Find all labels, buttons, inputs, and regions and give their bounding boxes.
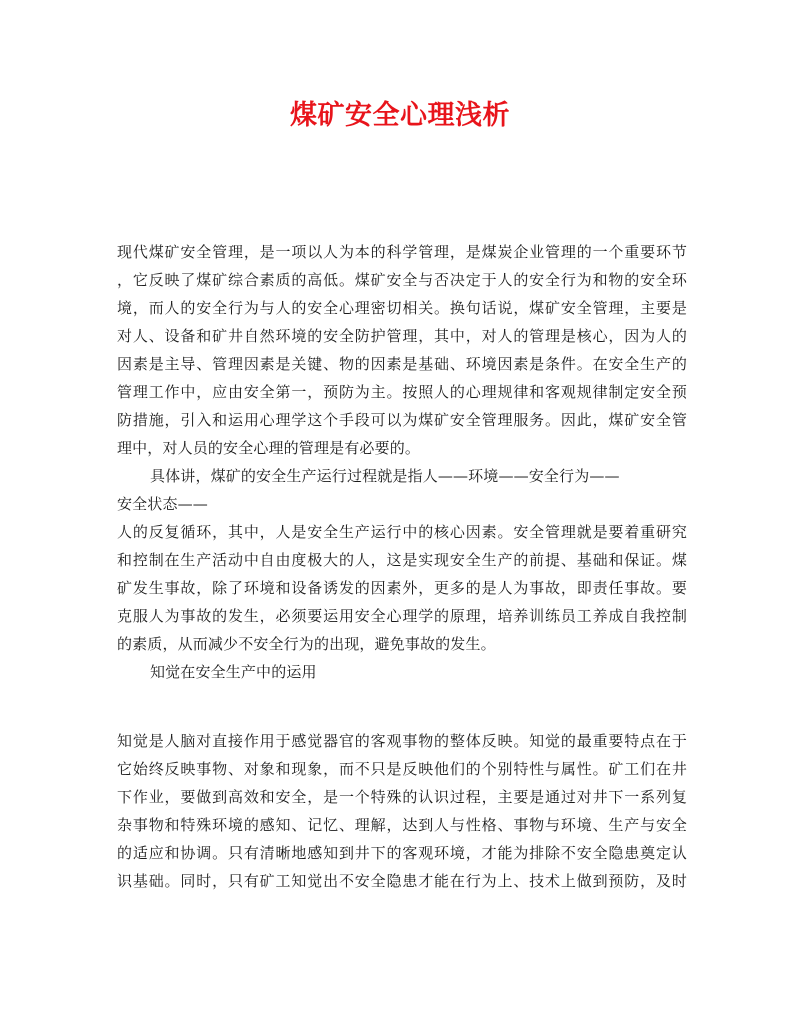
body-text-line: 杂事物和特殊环境的感知、记忆、理解，达到人与性格、事物与环境、生产与安全: [117, 816, 687, 834]
body-text-line: 知觉是人脑对直接作用于感觉器官的客观事物的整体反映。知觉的最重要特点在于: [117, 732, 687, 750]
body-text-line: 矿发生事故，除了环境和设备诱发的因素外，更多的是人为事故，即责任事故。要: [117, 579, 687, 597]
section-heading: 知觉在安全生产中的运用: [150, 663, 317, 681]
body-text-line: 下作业，要做到高效和安全，是一个特殊的认识过程，主要是通过对井下一系列复: [117, 788, 687, 806]
body-text-line: 理中，对人员的安全心理的管理是有必要的。: [117, 439, 421, 457]
body-text-line: 它始终反映事物、对象和现象，而不只是反映他们的个别特性与属性。矿工们在井: [117, 760, 687, 778]
body-text-line: 的适应和协调。只有清晰地感知到井下的客观环境，才能为排除不安全隐患奠定认: [117, 844, 687, 862]
body-text-line: 和控制在生产活动中自由度极大的人，这是实现安全生产的前提、基础和保证。煤: [117, 551, 687, 569]
document-title: 煤矿安全心理浅析: [290, 100, 510, 131]
body-text-line: 境，而人的安全行为与人的安全心理密切相关。换句话说，煤矿安全管理，主要是: [117, 299, 687, 317]
body-text-line: 的素质，从而减少不安全行为的出现，避免事故的发生。: [117, 635, 496, 653]
body-text-line: 人的反复循环，其中，人是安全生产运行中的核心因素。安全管理就是要着重研究: [117, 523, 687, 541]
body-text-line: ，它反映了煤矿综合素质的高低。煤矿安全与否决定于人的安全行为和物的安全环: [117, 271, 687, 289]
body-text-line: 管理工作中，应由安全第一，预防为主。按照人的心理规律和客观规律制定安全预: [117, 383, 687, 401]
body-text-line: 克服人为事故的发生，必须要运用安全心理学的原理，培养训练员工养成自我控制: [117, 607, 687, 625]
body-text-line: 识基础。同时，只有矿工知觉出不安全隐患才能在行为上、技术上做到预防，及时: [117, 872, 687, 890]
body-text-line: 因素是主导、管理因素是关键、物的因素是基础、环境因素是条件。在安全生产的: [117, 355, 687, 373]
body-text-line: 防措施，引入和运用心理学这个手段可以为煤矿安全管理服务。因此，煤矿安全管: [117, 411, 687, 429]
body-text-line: 现代煤矿安全管理，是一项以人为本的科学管理，是煤炭企业管理的一个重要环节: [117, 243, 687, 261]
body-text-line: 对人、设备和矿井自然环境的安全防护管理，其中，对人的管理是核心，因为人的: [117, 327, 687, 345]
body-text-line: 安全状态——: [117, 495, 208, 513]
body-text-line: 具体讲，煤矿的安全生产运行过程就是指人——环境——安全行为——: [150, 467, 620, 485]
